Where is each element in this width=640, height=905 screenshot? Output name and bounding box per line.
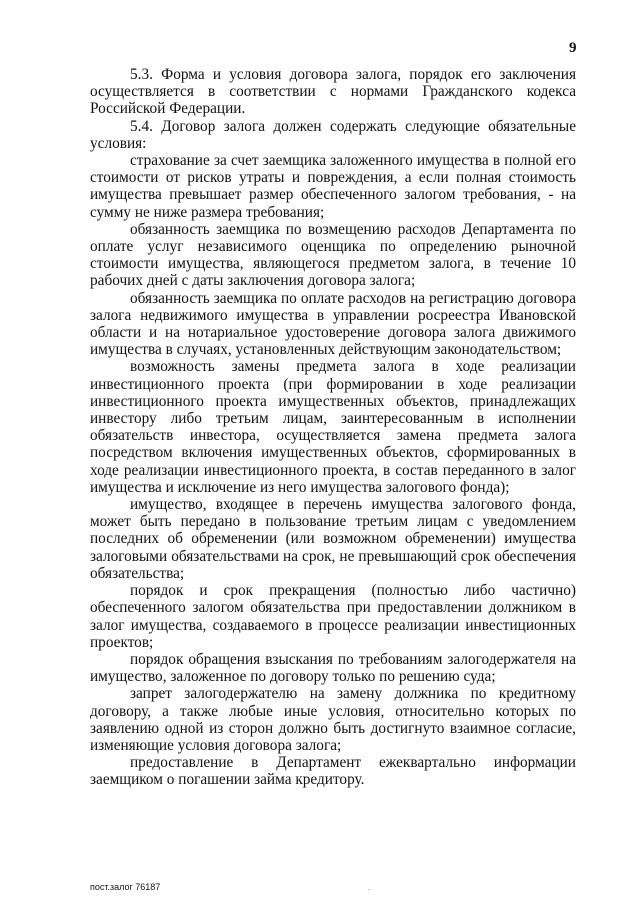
paragraph-5-3: 5.3. Форма и условия договора залога, порядок его заключения осуществляется в соответствии с нормами Гражданского кодекса Российской Федерации.	[90, 66, 576, 118]
document-body	[90, 66, 576, 789]
condition-termination: порядок и срок прекращения (полностью либо частично) обеспеченного залогом обязательства при предоставлении должником в залог имущества, создаваемого в процессе реализации инвестиционных проектов;	[90, 582, 576, 651]
condition-third-party-use: имущество, входящее в перечень имущества залогового фонда, может быть передано в пользование третьим лицам с уведомлением последних об обременении (или возможном обременении) имущества залоговыми обязательствами на срок, не превышающий срок обеспечения обязательства;	[90, 496, 576, 582]
condition-collateral-replacement: возможность замены предмета залога в ходе реализации инвестиционного проекта (при формировании в ходе реализации инвестиционного проекта имущественных объектов, принадлежащих инвестору либо третьим лицам, заинтересованным в исполнении обязательств инвестора, осуществляется замена предмета залога посредством включения имущественных объектов, сформированных в ходе реализации инвестиционного проекта, в состав переданного в залог имущества и исключение из него имущества залогового фонда);	[90, 358, 576, 496]
page-number: 9	[569, 40, 577, 56]
scan-speck: .	[368, 883, 370, 892]
condition-debtor-replacement: запрет залогодержателю на замену должника по кредитному договору, а также любые иные условия, относительно которых по заявлению одной из сторон должно быть достигнуто взаимное согласие, изменяющие условия договора залога;	[90, 685, 576, 754]
condition-appraisal-costs: обязанность заемщика по возмещению расходов Департамента по оплате услуг независимого оценщика по определению рыночной стоимости имущества, являющегося предметом залога, в течение 10 рабочих дней с даты заключения договора залога;	[90, 220, 576, 290]
condition-insurance: страхование за счет заемщика заложенного имущества в полной его стоимости от рисков утраты и повреждения, а если полная стоимость имущества превышает размер обеспеченного залогом требования, - на сумму не ниже размера требования;	[90, 152, 576, 221]
condition-foreclosure: порядок обращения взыскания по требованиям залогодержателя на имущество, заложенное по договору только по решению суда;	[90, 650, 576, 686]
paragraph-5-4: 5.4. Договор залога должен содержать следующие обязательные условия:	[90, 117, 576, 152]
condition-reporting: предоставление в Департамент ежеквартально информации заемщиком о погашении займа кредитору.	[90, 754, 576, 789]
footer-file-label: пост.залог 76187	[90, 882, 161, 892]
condition-registration-costs: обязанность заемщика по оплате расходов на регистрацию договора залога недвижимого имущества в управлении росреестра Ивановской области и на нотариальное удостоверение договора залога движимого имущества в случаях, установленных действующим законодательством;	[90, 289, 576, 359]
